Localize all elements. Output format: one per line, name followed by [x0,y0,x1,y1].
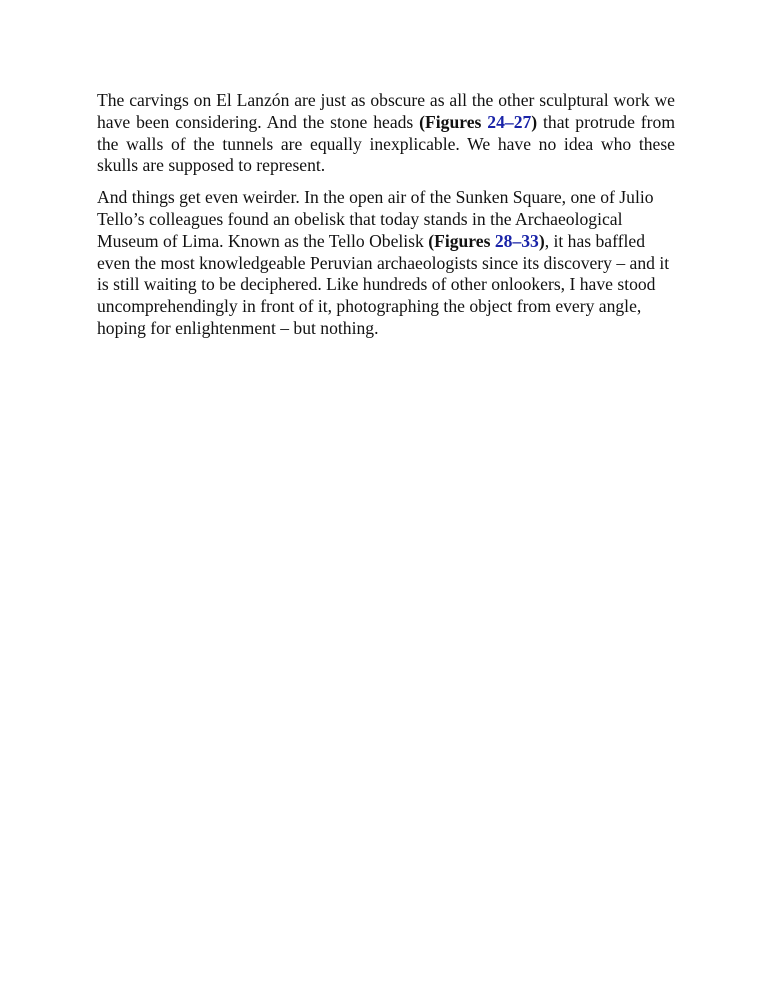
figure-link-33[interactable]: 33 [521,230,539,251]
paragraph-text: The carvings on El Lanzón are just as obscure as all the other sculptural work we have been considering. And the stone heads [97,90,675,132]
figure-range-dash: – [512,230,522,251]
figure-reference-open: (Figures [428,230,495,251]
figure-range-dash: – [504,111,514,132]
paragraph-text: that protrude from the walls of the tunnels are equally inexplicable. We have no idea who these skulls are supposed to represent. [97,111,675,176]
figure-reference [428,231,544,251]
page-body [97,90,675,350]
figure-link-27[interactable]: 27 [513,111,532,132]
paragraph-text: , it has baffled even the most knowledgeable Peruvian archaeologists since its discovery – and it is still waiting to be deciphered. Like hundreds of other onlookers, I have stood uncomprehendingly in front of it, photographing the object from every angle, hoping for enlightenment – but nothing. [97,230,670,338]
figure-reference-close: ) [538,230,545,251]
figure-link-28[interactable]: 28 [494,230,513,251]
paragraph-tello-obelisk [97,187,675,340]
figure-reference [419,112,537,132]
paragraph-el-lanzon [97,90,675,177]
figure-reference-open: (Figures [419,111,488,132]
paragraph-text: And things get even weirder. In the open air of the Sunken Square, one of Julio Tello’s colleagues found an obelisk that today stands in the Archaeological Museum of Lima. Known as the Tello Obelisk [97,187,654,251]
figure-reference-close: ) [531,111,538,132]
figure-link-24[interactable]: 24 [487,111,505,132]
